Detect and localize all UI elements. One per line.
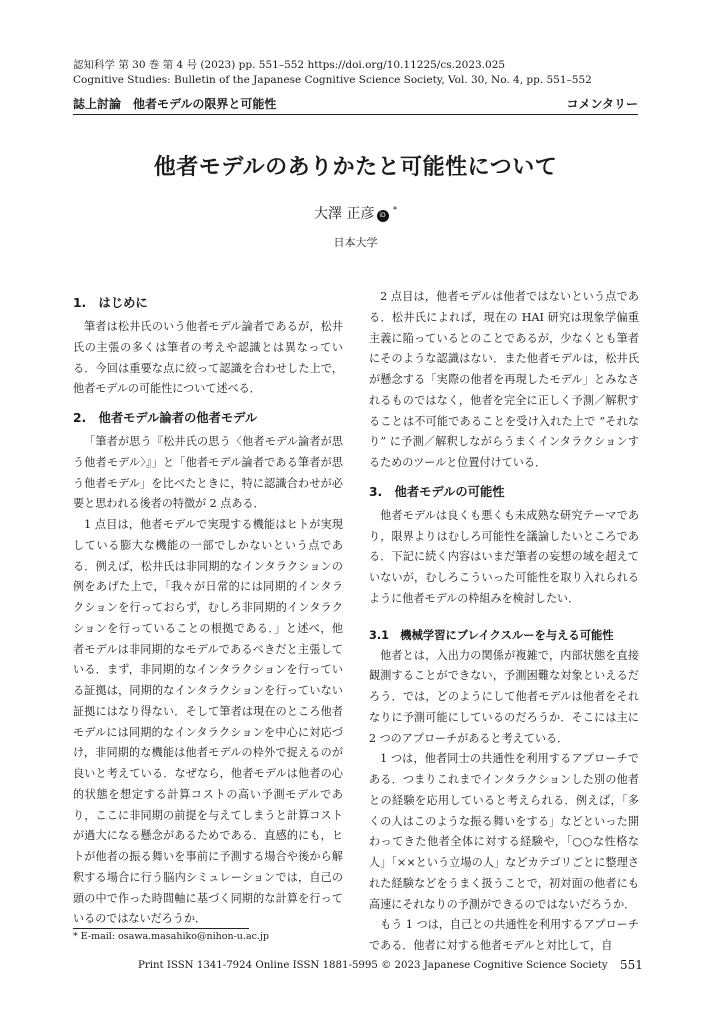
heading-section-3-1: 3.1 機械学習にブレイクスルーを与える可能性: [369, 628, 614, 642]
section-bar: [73, 93, 638, 115]
author-name: 大澤 正彦: [314, 206, 375, 222]
footnote-email: * E-mail: osawa.masahiko@nihon-u.ac.jp: [73, 931, 269, 942]
heading-section-2: 2. 他者モデル論者の他者モデル: [73, 411, 258, 425]
paragraph: 2 点目は，他者モデルは他者ではないという点である．松井氏によれば，現在の HAI 研究は現象学偏重主義に陥っているとのことであるが，少なくとも筆者にそのような認識はない．また他者モデルは，松井氏が懸念する「実際の他者を再現したモデル」とみなされるものではなく，他者を完全に正しく予測／解釈することは不可能であることを受け入れた上で “それなり” に予測／解釈しながらうまくインタラクションするためのツールと位置付けている．: [369, 290, 639, 469]
paragraph: 1 点目は，他者モデルで実現する機能はヒトが実現している膨大な機能の一部でしかないという点である．例えば，松井氏は非同期的なインタラクションの例をあげた上で，「我々が日常的には同期的インタラクションを行っておらず，むしろ非同期的インタラクションを行っていることの根拠である．」と述べ，他者モデルは非同期的なモデルであるべきだと主張している．まず，非同期的なインタラクションを行っている証拠は，同期的なインタラクションを行っていない証拠にはなり得ない．そして筆者は現在のところ他者モデルには同期的なインタラクションを中心に対応づけ，非同期的な機能は他者モデルの枠外で捉えるのが良いと考えている．なぜなら，他者モデルは他者の心的状態を想定する計算コストの高い予測モデルであり，ここに非同期の前提を与えてしまうと計算コストが過大になる懸念があるためである．直感的にも，ヒトが他者の振る舞いを事前に予測する場合や後から解釈する場合に行う脳内シミュレーションでは，自己の頭の中で作った時間軸に基づく同期的な計算を行っているのではないだろうか．: [73, 518, 343, 926]
heading-section-3: 3. 他者モデルの可能性: [369, 484, 505, 499]
paragraph: 1 つは，他者同士の共通性を利用するアプローチである．つまりこれまでインタラクションした別の他者との経験を応用していると考えられる．例えば，「多くの人はこのような振る舞いをする」などといった開わってきた他者全体に対する経験や，「○○な性格な人」「××という立場の人」などカテゴリごとに整理された経験などをうまく扱うことで，初対面の他者にも高速にそれなりの予測ができるのではないだろうか．: [369, 752, 639, 911]
paragraph: もう 1 つは，自己との共通性を利用するアプローチである．他者に対する他者モデルと対比して，自: [369, 918, 639, 952]
article-type: コメンタリー: [566, 97, 638, 111]
right-column: [369, 287, 639, 957]
journal-header: [73, 58, 653, 88]
footnote-rule: [73, 928, 249, 929]
left-column: [73, 287, 343, 930]
orcid-icon[interactable]: iD: [377, 210, 389, 222]
page-footer: Print ISSN 1341-7924 Online ISSN 1881-5995 © 2023 Japanese Cognitive Science Society: [138, 960, 608, 971]
heading-introduction: 1. はじめに: [73, 296, 148, 310]
author-footnote-mark: *: [392, 205, 397, 215]
paragraph: 「筆者が思う『松井氏の思う〈他者モデル論者が思う他者モデル〉』」と「他者モデル論者である筆者が思う他者モデル」を比べたときに，特に認識合わせが必要と思われる後者の特徴が 2 点ある．: [73, 435, 343, 511]
author-line: [73, 203, 638, 223]
paragraph: 他者とは，入出力の関係が複雑で，内部状態を直接観測することができない，予測困難な対象といえるだろう．では，どのようにして他者モデルは他者をそれなりに予測可能にしているのだろうか．そこには主に 2 つのアプローチがあると考えている．: [369, 648, 639, 745]
section-title: 誌上討論 他者モデルの限界と可能性: [73, 97, 277, 111]
journal-citation-en: Cognitive Studies: Bulletin of the Japanese Cognitive Science Society, Vol. 30, No. 4, pp. 551–552: [73, 74, 592, 86]
paragraph: 筆者は松井氏のいう他者モデル論者であるが，松井氏の主張の多くは筆者の考えや認識とは異なっている．今回は重要な点に絞って認識を合わせした上で，他者モデルの可能性について述べる．: [73, 320, 343, 396]
journal-citation-jp: 認知科学 第 30 巻 第 4 号 (2023) pp. 551–552 https://doi.org/10.11225/cs.2023.025: [73, 59, 506, 71]
paragraph: 他者モデルは良くも悪くも未成熟な研究テーマであり，限界よりはむしろ可能性を議論したいところである．下記に続く内容はいまだ筆者の妄想の域を超えていないが，むしろこういった可能性を取り入れられるように他者モデルの枠組みを検討したい．: [369, 508, 639, 605]
article-title: 他者モデルのありかたと可能性について: [153, 155, 558, 180]
page-number: 551: [620, 958, 643, 972]
affiliation: 日本大学: [333, 236, 378, 249]
